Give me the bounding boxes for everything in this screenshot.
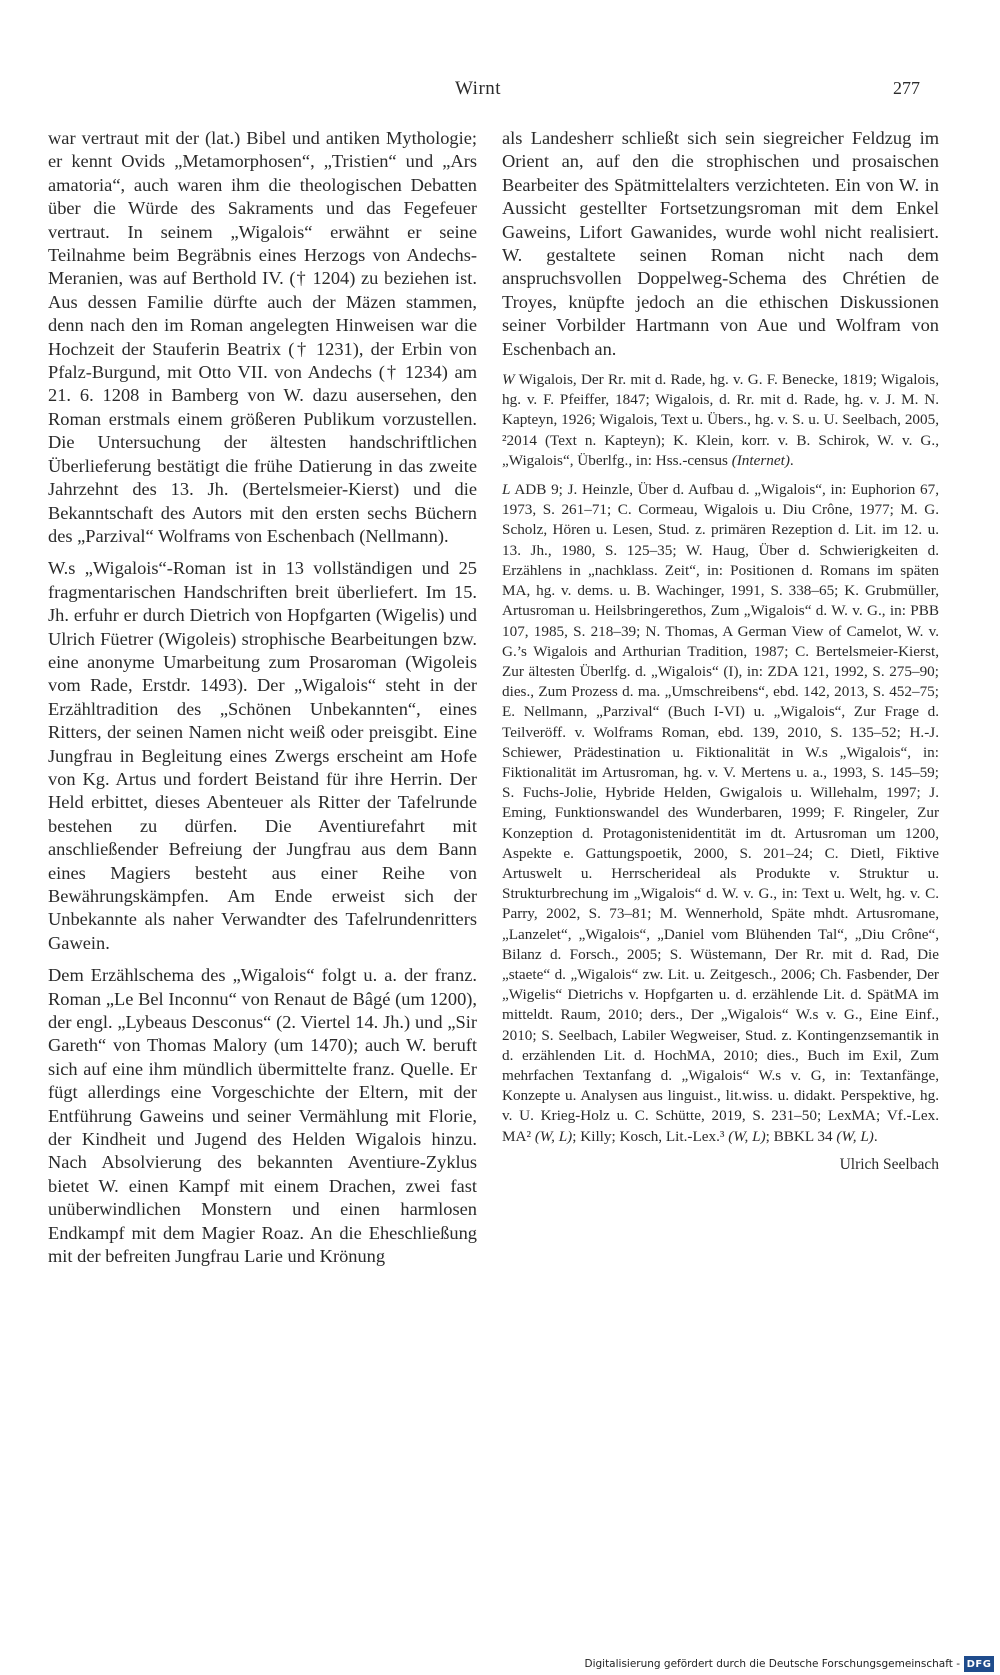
left-column <box>48 127 477 1278</box>
author-signature: Ulrich Seelbach <box>839 1155 939 1173</box>
works-internet-note: (Internet) <box>731 451 790 469</box>
dfg-logo-icon: DFG <box>964 1656 994 1672</box>
literature-label: L <box>502 481 511 499</box>
works-end: . <box>789 451 794 469</box>
literature-end: . <box>873 1127 878 1145</box>
literature-text: ADB 9; J. Heinzle, Über d. Aufbau d. „Wigalois“, in: Euphorion 67, 1973, S. 261–71; C. Cormeau, Wigalois u. Diu Crône, 1977; M. G. Scholz, Hören u. Lesen, Stud. z. primären Rezeption d. Lit. im 12. u. 13. Jh., 1980, S. 125–35; W. Haug, Über d. Schwierigkeiten d. Erzählens in „nachklass. Zeit“, in: Positionen d. Romans im späten MA, hg. v. dems. u. B. Wachinger, 1991, S. 338–65; K. Grubmüller, Artusroman u. Heilsbringerethos, Zum „Wigalois“ d. W. v. G., in: PBB 107, 1985, S. 218–39; N. Thomas, A German View of Camelot, W. v. G.’s Wigalois and Arthurian Tradition, 1987; C. Bertelsmeier-Kierst, Zur ältesten Überlfg. d. „Wigalois“ (I), in: ZDA 121, 1992, S. 275–90; dies., Zum Prozess d. ma. „Umschreibens“, ebd. 142, 2013, S. 452–75; E. Nellmann, „Parzival“ (Buch I-VI) u. „Wigalois“, Zur Frage d. Teilveröff. v. Wolframs Roman, ebd. 139, 2010, S. 135–52; H.-J. Schiewer, Prädestination u. Fiktionalität in W.s „Wigalois“, in: Fiktionalität im Artusroman, hg. v. V. Mertens u. a., 1993, S. 145–59; S. Fuchs-Jolie, Hybride Helden, Gwigalois u. Willehalm, 1997; J. Eming, Funktionswandel des Wunderbaren, 1999; F. Ringeler, Zur Konzeption d. Protagonistenidentität im dt. Artusroman um 1200, Aspekte e. Gattungspoetik, 2000, S. 201–24; C. Dietl, Fiktive Artuswelt u. Herrscherideal als Produkte v. Struktur u. Strukturbrechung im „Wigalois“ d. W. v. G., in: Text u. Welt, hg. v. C. Parry, 2002, S. 73–81; M. Wennerhold, Späte mhdt. Artusromane, „Lanzelet“, „Wigalois“, „Daniel vom Blühenden Tal“, „Diu Crône“, Bilanz d. Forsch., 2005; S. Wüstemann, Der Rr. mit d. Rad, Die „staete“ d. „Wigalois“ zw. Lit. u. Zeitgesch., 2006; Ch. Fasbender, Der „Wigelis“ Dietrichs v. Hopfgarten u. d. erzählende Lit. d. SpätMA im mitteldt. Raum, 2010; ders., Der „Wigalois“ W.s v. G., Eine Einf., 2010; S. Seelbach, Labiler Wegweiser, Stud. z. Kontingenzsemantik in d. erzählenden Lit. d. HochMA, 2010; dies., Buch im Exil, Zum mehrfachen Textanfang d. „Wigalois“ W.s v. G, in: Textanfänge, Konzepte u. Analysen aus linguist., lit.wiss. u. didakt. Perspektive, hg. v. U. Krieg-Holz u. C. Schütte, 2019, S. 231–50; LexMA; Vf.-Lex. MA² <box>502 481 939 1145</box>
literature-ref-3-text: ; BBKL 34 <box>765 1127 833 1145</box>
works-section <box>502 370 939 471</box>
left-paragraph-2: W.s „Wigalois“-Roman ist in 13 vollständigen und 25 fragmentarischen Handschriften breit überliefert. Im 15. Jh. erfuhr er durch Dietrich von Hopfgarten (Wigelis) und Ulrich Füetrer (Wigoleis) strophische Bearbeitungen bzw. eine anonyme Umarbeitung zum Prosaroman (Wigoleis vom Rade, Erstdr. 1493). Der „Wigalois“ steht in der Erzähltradition des „Schönen Unbekannten“, eines Ritters, der seinen Namen nicht weiß oder preisgibt. Eine Jungfrau in Begleitung eines Zwergs erscheint am Hofe von Kg. Artus und fordert Beistand für ihre Herrin. Der Held erbittet, dieses Abenteuer als Ritter der Tafelrunde bestehen zu dürfen. Die Aventiurefahrt mit anschließender Befreiung der Jungfrau aus dem Bann eines Magiers besteht aus einer Reihe von Bewährungskämpfen. Am Ende erweist sich der Unbekannte als naher Verwandter des Tafelrundenritters Gawein. <box>48 558 477 953</box>
literature-ref-2-text: ; Killy; Kosch, Lit.-Lex.³ <box>572 1127 725 1145</box>
works-label: W <box>502 371 515 389</box>
footer-text: Digitalisierung gefördert durch die Deutsche Forschungsgemeinschaft - <box>584 1658 960 1670</box>
digitization-footer <box>584 1653 1000 1675</box>
left-paragraph-1: war vertraut mit der (lat.) Bibel und antiken Mythologie; er kennt Ovids „Metamorphosen“, „Tristien“ und „Ars amatoria“, auch waren ihm die theologischen Debatten über die Würde des Sakraments und das Fegefeuer vertraut. In seinem „Wigalois“ erwähnt er seine Teilnahme beim Begräbnis eines Herzogs von Andechs-Meranien, was auf Berthold IV. († 1204) zu beziehen ist. Aus dessen Familie dürfte auch der Mäzen stammen, denn nach den im Roman angelegten Hinweisen war die Hochzeit der Stauferin Beatrix († 1231), der Erbin von Pfalz-Burgund, mit Otto VII. von Andechs († 1234) am 21. 6. 1208 in Bamberg von W. dazu ausersehen, den Roman erstmals einem größeren Publikum vorzustellen. Die Untersuchung der ältesten handschriftlichen Überlieferung bestätigt die frühe Datierung in das zweite Jahrzehnt des 13. Jh. (Bertelsmeier-Kierst) und die Bekanntschaft des Autors mit den ersten sechs Büchern des „Parzival“ Wolframs von Eschenbach (Nellmann). <box>48 128 477 546</box>
works-text: Wigalois, Der Rr. mit d. Rade, hg. v. G. F. Benecke, 1819; Wigalois, hg. v. F. Pfeiffer, 1847; Wigalois, d. Rr. mit d. Rade, hg. v. J. M. N. Kapteyn, 1926; Wigalois, Text u. Übers., hg. v. S. u. U. Seelbach, 2005, ²2014 (Text n. Kapteyn); K. Klein, korr. v. B. Schirok, W. v. G., „Wigalois“, Überlfg., in: Hss.-census <box>502 371 939 469</box>
page-number: 277 <box>893 78 920 98</box>
left-paragraph-3: Dem Erzählschema des „Wigalois“ folgt u. a. der franz. Roman „Le Bel Inconnu“ von Renaut de Bâgé (um 1200), der engl. „Lybeaus Desconus“ (2. Viertel 14. Jh.) und „Sir Gareth“ von Thomas Malory (um 1470); auch W. beruft sich auf eine ihm mündlich übermittelte franz. Quelle. Er fügt allerdings eine Vorgeschichte der Eltern, mit der Entführung Gaweins und seiner Vermählung mit Florie, der Kindheit und Jugend des Helden Wigalois hinzu. Nach Absolvierung des bekannten Aventiure-Zyklus bietet W. einen Kampf mit einem Drachen, zwei fast unüberwindlichen Monstern und einen harmlosen Endkampf mit dem Magier Roaz. An die Eheschließung mit der befreiten Jungfrau Larie und Krönung <box>48 965 477 1267</box>
literature-section <box>502 480 939 1147</box>
right-column <box>502 127 939 1183</box>
right-paragraph: als Landesherr schließt sich sein siegreicher Feldzug im Orient an, auf den die strophischen und prosaischen Bearbeiter des Spätmittelalters verzichteten. Ein von W. in Aussicht gestellter Fortsetzungsroman mit dem Enkel Gaweins, Lifort Gawanides, wurde wohl nicht realisiert. W. gestaltete seinen Roman nicht nach dem anspruchsvollen Doppelweg-Schema des Chrétien de Troyes, knüpfte jedoch an die ethischen Diskussionen seiner Vorbilder Hartmann von Aue und Wolfram von Eschenbach an. <box>502 128 939 359</box>
literature-ref-1: (W, L) <box>534 1127 573 1145</box>
literature-ref-3: (W, L) <box>836 1127 874 1145</box>
running-header-title: Wirnt <box>455 78 502 99</box>
literature-ref-2: (W, L) <box>728 1127 766 1145</box>
